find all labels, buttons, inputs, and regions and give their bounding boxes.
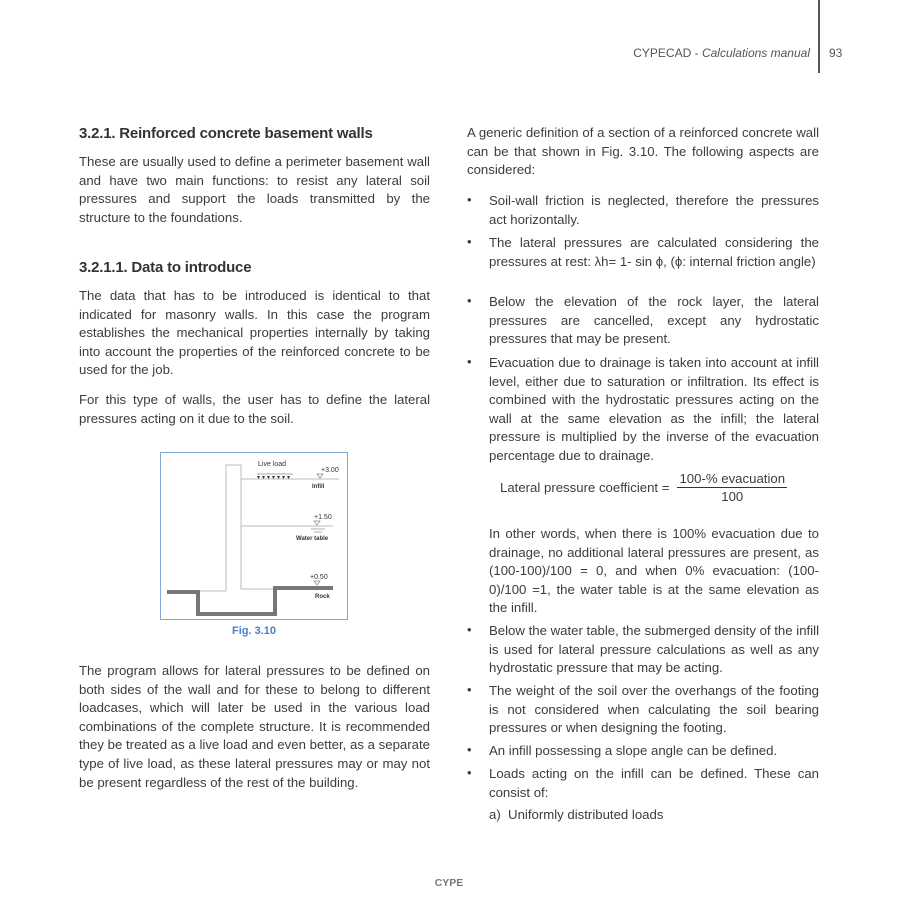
- subsection-heading: 3.2.1.1. Data to introduce: [79, 259, 252, 276]
- paragraph: A generic definition of a section of a reinforced concrete wall can be that shown in Fig. 3.10. The following aspects are considered:: [467, 125, 819, 178]
- bullet-text: The lateral pressures are calculated considering the pressures at rest: λh= 1- sin ϕ, (ϕ: internal friction angle): [489, 235, 819, 269]
- bullet-marker: •: [467, 192, 472, 207]
- bullet-text: An infill possessing a slope angle can be defined.: [489, 743, 778, 758]
- bullet-item: [467, 765, 819, 802]
- bullet-text: Soil-wall friction is neglected, therefore the pressures act horizontally.: [489, 193, 819, 227]
- paragraph: The data that has to be introduced is identical to that indicated for masonry walls. In this case the program establishes the mechanical properties internally by taking into account the properties of the reinforced concrete to be used for the job.: [79, 288, 430, 378]
- footer-brand: CYPE: [434, 877, 464, 889]
- footing-rock-line: [167, 588, 333, 614]
- formula-denominator: 100: [721, 489, 744, 504]
- bullet-text: Evacuation due to drainage is taken into account at infill level, either due to saturation or infiltration. Its effect is combined with the hydrostatic pressures acting on the wall at the same elevation as the infill; the lateral pressure is multiplied by the inverse of the evacuation percentage due to drainage.: [489, 355, 819, 463]
- formula-fraction: [677, 471, 787, 504]
- level-rock-label: +0.50: [310, 574, 328, 581]
- rock-label: Rock: [315, 594, 330, 600]
- bullet-marker: •: [467, 682, 472, 697]
- bullet-marker: •: [467, 765, 472, 780]
- bullet-text: Below the water table, the submerged density of the infill is used for lateral pressure calculations as well as any hydrostatic pressure that may be acting.: [489, 623, 819, 676]
- bullet-marker: •: [467, 293, 472, 308]
- level-top-label: +3.00: [321, 467, 339, 474]
- bullet-item: [467, 354, 819, 466]
- paragraph: These are usually used to define a perimeter basement wall and have two main functions: to resist any lateral soil pressures and support the loads transmitted by the structure to the foundations.: [79, 154, 430, 225]
- water-table-label: Water table: [296, 536, 329, 542]
- bullet-item: [467, 622, 819, 678]
- bullet-text: The weight of the soil over the overhangs of the footing is not considered when calculating the soil bearing pressures or when designing the footing.: [489, 683, 819, 736]
- section-heading: 3.2.1. Reinforced concrete basement walls: [79, 125, 373, 142]
- figure-wall-section: [160, 452, 348, 620]
- paragraph: In other words, when there is 100% evacuation due to drainage, no additional lateral pressures are present, as (100-100)/100 = 0, and when 0% evacuation: (100-0)/100 =1, the water table is at the same elevation as the infill.: [489, 526, 819, 616]
- bullet-text: Loads acting on the infill can be defined. These can consist of:: [489, 766, 819, 800]
- figure-caption: Fig. 3.10: [231, 625, 277, 637]
- infill-label: Infill: [312, 484, 325, 490]
- paragraph: For this type of walls, the user has to define the lateral pressures acting on it due to the soil.: [79, 392, 430, 426]
- bullet-item: [467, 682, 819, 738]
- bullet-marker: •: [467, 742, 472, 757]
- sub-list-item: a) Uniformly distributed loads: [489, 807, 664, 822]
- bullet-item: [467, 293, 819, 349]
- header-divider: [818, 0, 820, 73]
- paragraph: The program allows for lateral pressures to be defined on both sides of the wall and for these to belong to different loadcases, which will later be used in the various load combinations of the complete structure. It is recommended they be treated as a live load and even better, as a separate type of live load, as these lateral pressures may or may not be present regardless of the rest of the building.: [79, 663, 430, 790]
- bullet-marker: •: [467, 234, 472, 249]
- page-number: 93: [829, 46, 843, 60]
- header-subtitle: Calculations manual: [701, 46, 810, 60]
- formula-numerator: 100-% evacuation: [679, 471, 786, 486]
- live-load-label: Live load: [258, 461, 287, 468]
- level-water-label: +1.50: [314, 514, 332, 521]
- bullet-text: Below the elevation of the rock layer, the lateral pressures are cancelled, except any hydrostatic pressures that may be present.: [489, 294, 819, 347]
- formula-label: Lateral pressure coefficient =: [500, 480, 670, 495]
- running-header: [633, 46, 810, 60]
- bullet-item: [467, 742, 819, 761]
- bullet-item: [467, 192, 819, 229]
- bullet-item: [467, 234, 819, 271]
- formula: [500, 471, 787, 504]
- header-title: CYPECAD -: [633, 46, 702, 60]
- bullet-marker: •: [467, 354, 472, 369]
- bullet-marker: •: [467, 622, 472, 637]
